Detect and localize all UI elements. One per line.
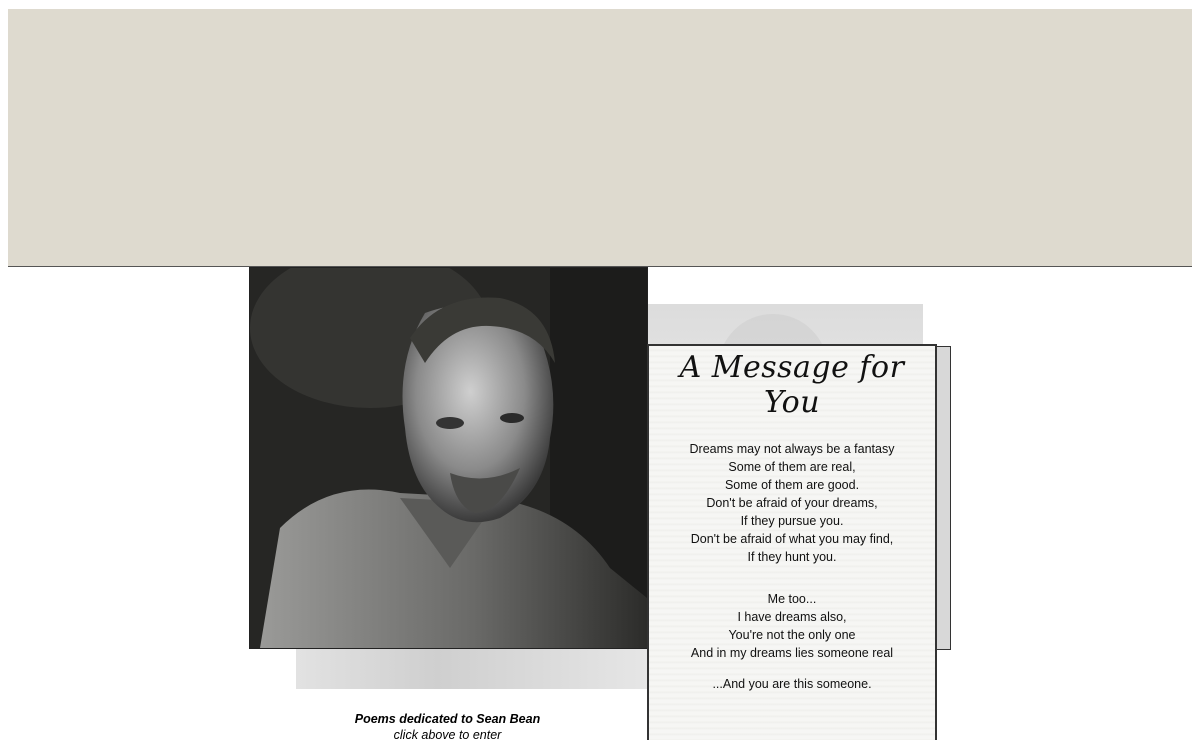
caption — [249, 711, 646, 743]
poem — [649, 440, 935, 693]
portrait-photo — [250, 268, 647, 648]
faded-photo-strip — [296, 646, 648, 689]
poem-line: You're not the only one — [728, 628, 856, 642]
caption-title: Poems dedicated to Sean Bean — [354, 712, 541, 726]
poem-closing-line: ...And you are this someone. — [712, 677, 872, 691]
poem-line: If they pursue you. — [740, 514, 844, 528]
poem-line: Me too... — [767, 592, 817, 606]
poem-line: Dreams may not always be a fantasy — [689, 442, 895, 456]
poem-line: Some of them are good. — [724, 478, 860, 492]
portrait-photo-link[interactable] — [249, 267, 648, 649]
top-banner — [8, 9, 1192, 267]
poem-line: Don't be afraid of your dreams, — [706, 496, 878, 510]
poem-line: Some of them are real, — [728, 460, 856, 474]
poem-line: I have dreams also, — [737, 610, 847, 624]
poem-line: And in my dreams lies someone real — [690, 646, 894, 660]
poem-stanza-2 — [649, 590, 935, 662]
poem-line: If they hunt you. — [747, 550, 837, 564]
enter-link-text[interactable]: click above to enter — [393, 728, 502, 742]
poem-line: Don't be afraid of what you may find, — [690, 532, 894, 546]
message-card — [647, 344, 937, 740]
message-card-title: A Message for You — [679, 350, 905, 420]
